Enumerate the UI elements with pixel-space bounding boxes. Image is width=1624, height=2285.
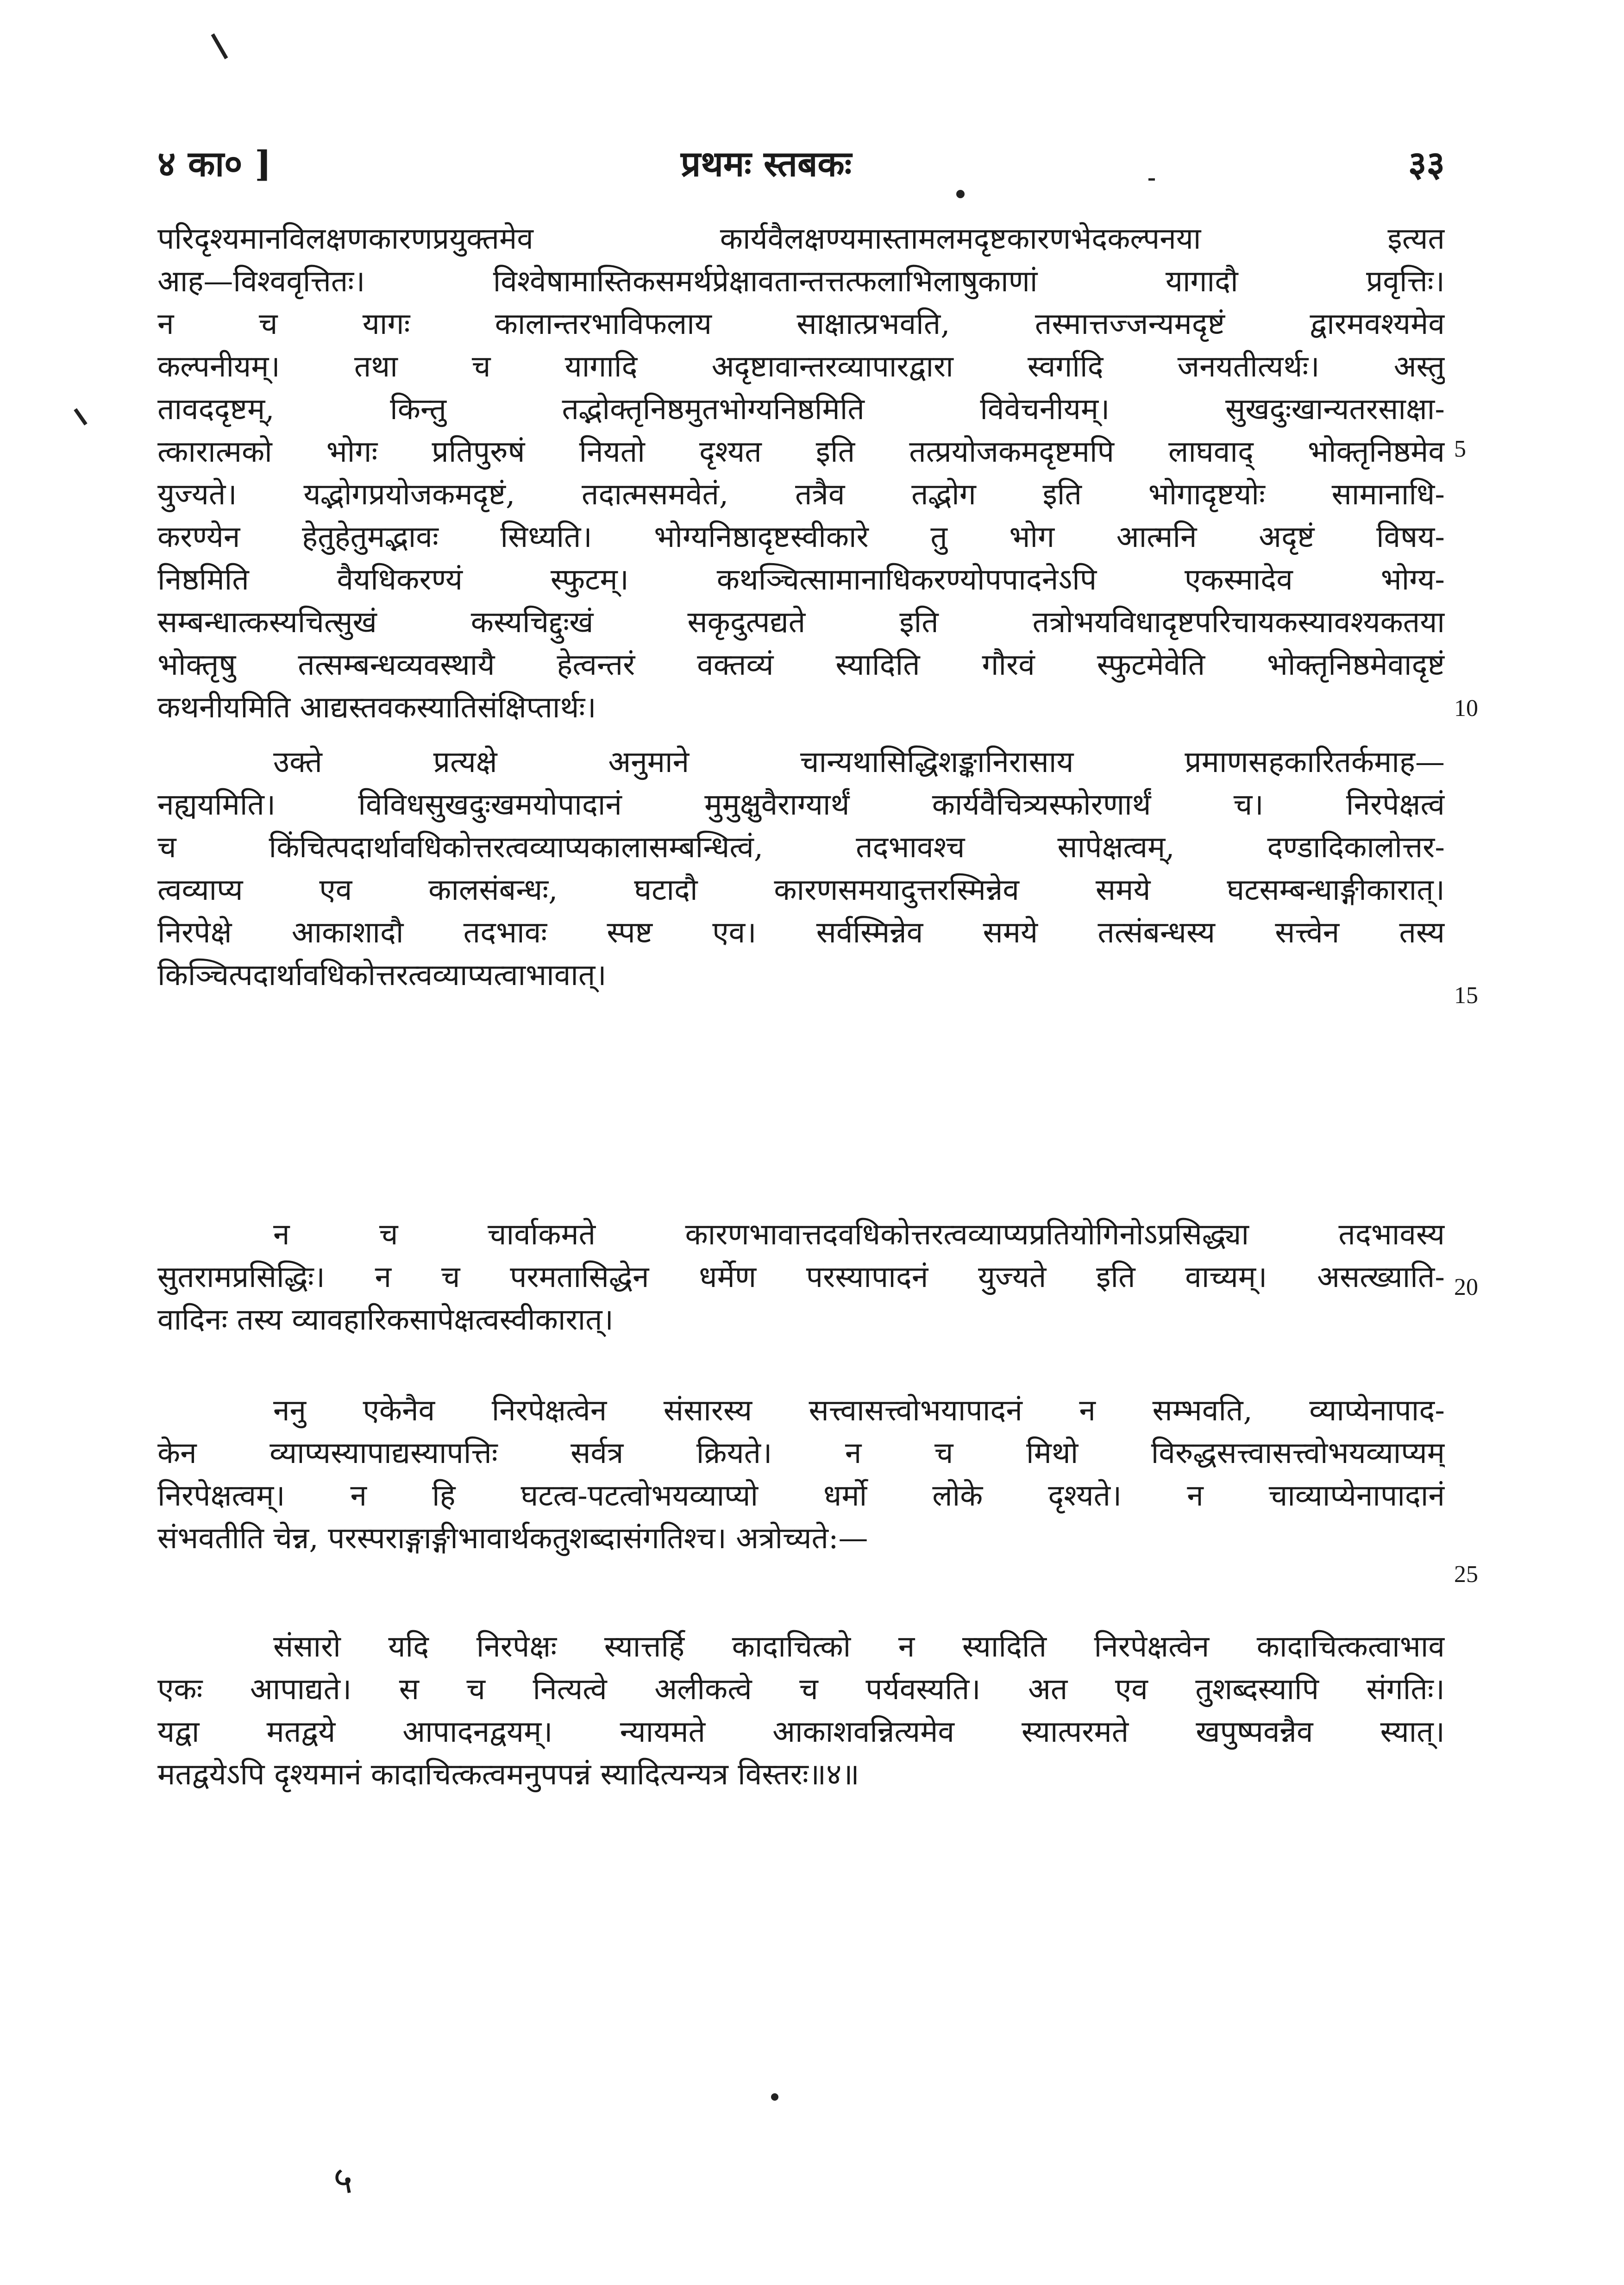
paragraph-1 [157,218,1445,729]
text-line: करण्येन हेतुहेतुमद्भावः सिध्यति। भोग्यनिष्ठादृष्टस्वीकारे तु भोग आत्मनि अदृष्टं विषय- [157,520,1445,554]
text-line: आह—विश्ववृत्तितः। विश्वेषामास्तिकसमर्थप्रेक्षावतान्तत्तत्फलाभिलाषुकाणां यागादौ प्रवृत्तिः। [157,264,1445,299]
line-number: 20 [1454,1274,1478,1300]
stray-mark [74,408,87,425]
text-line: नह्ययमिति। विविधसुखदुःखमयोपादानं मुमुक्षुवैराग्यार्थं कार्यवैचित्र्यस्फोरणार्थं च। निरपेक्षत्वं [157,788,1445,822]
text-line: न च चार्वाकमते कारणभावात्तदवधिकोत्तरत्वव्याप्यप्रतियोगिनोऽप्रसिद्ध्या तदभावस्य [273,1218,1445,1252]
text-line: यद्वा मतद्वये आपादनद्वयम्। न्यायमते आकाशवन्नित्यमेव स्यात्परमते खपुष्पवन्नैव स्यात्। [157,1715,1445,1749]
line-number: 10 [1454,695,1478,722]
page-number: ३३ [1408,143,1445,184]
text-line: कथनीयमिति आद्यस्तवकस्यातिसंक्षिप्तार्थः। [157,691,596,725]
section-title: प्रथमः स्तबकः [681,143,852,184]
line-number: 15 [1454,982,1478,1009]
text-line: संभवतीति चेन्न, परस्पराङ्गाङ्गीभावार्थकतुशब्दासंगतिश्च। अत्रोच्यते:— [157,1521,868,1556]
stray-dot [771,2093,778,2101]
paragraph-2 [157,741,1445,997]
text-line: तावददृष्टम्, किन्तु तद्भोक्तृनिष्ठमुतभोग्यनिष्ठमिति विवेचनीयम्। सुखदुःखान्यतरसाक्षा- [157,392,1445,427]
text-line: संसारो यदि निरपेक्षः स्यात्तर्हि कादाचित्को न स्यादिति निरपेक्षत्वेन कादाचित्कत्वाभाव [273,1630,1445,1664]
text-line: कल्पनीयम्। तथा च यागादि अदृष्टावान्तरव्यापारद्वारा स्वर्गादि जनयतीत्यर्थः। अस्तु [157,350,1445,384]
line-number: 25 [1454,1561,1478,1588]
text-line: त्वव्याप्य एव कालसंबन्धः, घटादौ कारणसमयादुत्तरस्मिन्नेव समये घटसम्बन्धाङ्गीकारात्। [157,873,1445,907]
text-line: किञ्चित्पदार्थावधिकोत्तरत्वव्याप्यत्वाभावात्। [157,958,607,992]
text-line: भोक्तृषु तत्सम्बन्धव्यवस्थायै हेत्वन्तरं वक्तव्यं स्यादिति गौरवं स्फुटमेवेति भोक्तृनिष्ठमेवादृष्टं [157,648,1445,682]
stray-mark [211,33,228,59]
text-line: ननु एकेनैव निरपेक्षत्वेन संसारस्य सत्त्वासत्त्वोभयापादनं न सम्भवति, व्याप्येनापाद- [273,1394,1445,1428]
text-line: त्कारात्मको भोगः प्रतिपुरुषं नियतो दृश्यत इति तत्प्रयोजकमदृष्टमपि लाघवाद् भोक्तृनिष्ठमेव [157,435,1445,469]
text-line: निष्ठमिति वैयधिकरण्यं स्फुटम्। कथञ्चित्सामानाधिकरण्योपपादनेऽपि एकस्मादेव भोग्य- [157,563,1445,597]
text-line: परिदृश्यमानविलक्षणकारणप्रयुक्तमेव कार्यवैलक्षण्यमास्तामलमदृष्टकारणभेदकल्पनया इत्यत [157,222,1445,256]
text-line: न च यागः कालान्तरभाविफलाय साक्षात्प्रभवति, तस्मात्तज्जन्यमदृष्टं द्वारमवश्यमेव [157,307,1445,341]
paragraph-3 [157,1213,1445,1341]
text-line: वादिनः तस्य व्यावहारिकसापेक्षत्वस्वीकारात्। [157,1303,614,1337]
text-line: मतद्वयेऽपि दृश्यमानं कादाचित्कत्वमनुपपन्नं स्यादित्यन्यत्र विस्तरः॥४॥ [157,1758,859,1792]
text-line: निरपेक्षत्वम्। न हि घटत्व-पटत्वोभयव्याप्यो धर्मो लोके दृश्यते। न चाव्याप्येनापादानं [157,1479,1445,1513]
text-line: युज्यते। यद्भोगप्रयोजकमदृष्टं, तदात्मसमवेतं, तत्रैव तद्भोग इति भोगादृष्टयोः सामानाधि- [157,477,1445,512]
chapter-reference: ४ का० ] [157,143,271,184]
running-header [157,139,1445,204]
paragraph-4 [157,1389,1445,1560]
text-line: निरपेक्षे आकाशादौ तदभावः स्पष्ट एव। सर्वस्मिन्नेव समये तत्संबन्धस्य सत्त्वेन तस्य [157,916,1445,950]
text-line: उक्ते प्रत्यक्षे अनुमाने चान्यथासिद्धिशङ्कानिरासाय प्रमाणसहकारितर्कमाह— [273,745,1445,779]
text-line: सुतरामप्रसिद्धिः। न च परमतासिद्धेन धर्मेण परस्यापादनं युज्यते इति वाच्यम्। असत्ख्याति- [157,1260,1445,1294]
text-line: च किंचित्पदार्थावधिकोत्तरत्वव्याप्यकालासम्बन्धित्वं, तदभावश्च सापेक्षत्वम्, दण्डादिकालोत्तर- [157,830,1445,865]
folio: ५ [333,2159,353,2202]
text-line: सम्बन्धात्कस्यचित्सुखं कस्यचिद्दुःखं सकृदुत्पद्यते इति तत्रोभयविधादृष्टपरिचायकस्यावश्यकतया [157,605,1445,640]
text-line: केन व्याप्यस्यापाद्यस्यापत्तिः सर्वत्र क्रियते। न च मिथो विरुद्धसत्त्वासत्त्वोभयव्याप्यम् [157,1436,1445,1470]
text-line: एकः आपाद्यते। स च नित्यत्वे अलीकत्वे च पर्यवस्यति। अत एव तुशब्दस्यापि संगतिः। [157,1672,1445,1707]
line-number: 5 [1454,436,1466,462]
paragraph-5 [157,1626,1445,1796]
